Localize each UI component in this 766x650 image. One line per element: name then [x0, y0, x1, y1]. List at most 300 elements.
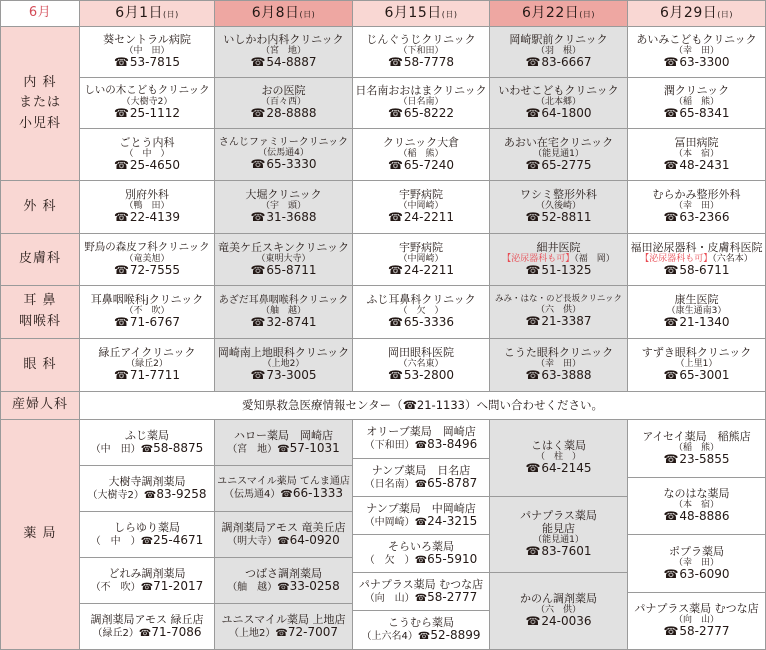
- clinic-location: （福 岡）: [574, 253, 615, 264]
- clinic-cell: [353, 27, 490, 78]
- phone-icon: ☎: [387, 55, 403, 70]
- phone-number: 73-3005: [266, 368, 317, 383]
- phone-number: 24-0036: [541, 614, 592, 629]
- phone-number: 65-8222: [403, 106, 455, 121]
- phone-icon: ☎: [113, 315, 129, 330]
- clinic-cell: [490, 78, 628, 129]
- phone-icon: ☎: [525, 368, 541, 383]
- phone-icon: ☎: [663, 509, 679, 524]
- pharmacy-location: （中 田）: [90, 443, 141, 455]
- clinic-phone: [250, 264, 316, 277]
- pharmacy-cell: [80, 512, 215, 558]
- pharmacy-detail: [365, 515, 478, 528]
- pharmacy-location: （不 吹）: [90, 581, 141, 593]
- pharmacy-cell: [215, 512, 353, 558]
- clinic-cell: [353, 129, 490, 181]
- pharmacy-name: ふじ薬局: [125, 428, 169, 442]
- phone-icon: ☎: [113, 106, 129, 121]
- clinic-location: （中 田）: [124, 46, 170, 57]
- clinic-location: （中岡崎）: [398, 253, 444, 264]
- clinic-location: （稲 熊）: [398, 148, 444, 159]
- pharmacy-name: パナプラス薬局: [520, 509, 597, 523]
- date-header: [215, 0, 353, 27]
- pharmacy-detail: [365, 438, 478, 451]
- pharmacy-name: アイセイ薬局 稲熊店: [642, 429, 751, 443]
- clinic-cell: [353, 234, 490, 286]
- clinic-cell: [80, 286, 215, 339]
- phone-icon: ☎: [280, 489, 293, 501]
- phone-number: 51-1325: [541, 262, 592, 277]
- phone-number: 83-6667: [541, 55, 592, 70]
- phone-number: 71-6767: [129, 315, 181, 330]
- clinic-name: みみ・はな・のど長坂クリニック: [495, 294, 622, 305]
- phone-icon: ☎: [663, 106, 679, 121]
- clinic-cell: [490, 129, 628, 181]
- phone-number: 25-1112: [129, 106, 181, 121]
- obstetrics-notice: [80, 392, 766, 420]
- pharmacy-location: （ 欠 ）: [364, 554, 415, 566]
- pharmacy-name: かのん調剤薬局: [520, 592, 597, 606]
- clinic-location: （伝馬通4）: [258, 148, 309, 159]
- phone-icon: ☎: [663, 55, 679, 70]
- phone-number: 65-8787: [427, 475, 478, 490]
- pharmacy-name: こうむら薬局: [388, 616, 454, 630]
- clinic-name: 福田泌尿器科・皮膚科医院: [630, 240, 763, 254]
- urology-note: 【泌尿器科も可】: [502, 253, 575, 264]
- clinic-name: 康生医院: [674, 293, 719, 307]
- pharmacy-location: （緑丘2）: [92, 627, 139, 639]
- clinic-location: （六 供）: [535, 305, 581, 315]
- pharmacy-location: （ 中 ）: [90, 535, 141, 547]
- phone-number: 53-2800: [403, 368, 455, 383]
- pharmacy-cell: [215, 558, 353, 604]
- clinic-name: 潤クリニック: [663, 84, 730, 98]
- pharmacy-location: （向 山）: [673, 615, 719, 626]
- pharmacy-location: （大樹寺2）: [87, 489, 144, 501]
- clinic-name: 葵セントラル病院: [103, 33, 191, 47]
- clinic-phone: [663, 316, 729, 329]
- clinic-cell: [80, 181, 215, 234]
- category-line: 咽喉科: [18, 314, 61, 329]
- clinic-phone: [250, 369, 316, 382]
- clinic-cell: [80, 234, 215, 286]
- clinic-name: 緑丘アイクリニック: [98, 346, 196, 360]
- clinic-cell: [215, 129, 353, 181]
- clinic-phone: [250, 158, 316, 171]
- phone-icon: ☎: [525, 157, 541, 172]
- pharmacy-name: 調剤薬局アモス 竜美丘店: [221, 520, 346, 534]
- phone-icon: ☎: [387, 262, 403, 277]
- clinic-phone: [114, 211, 180, 224]
- pharmacy-name: ナンプ薬局 中岡崎店: [366, 501, 476, 515]
- pharmacy-location: （本 宿）: [673, 500, 719, 511]
- phone-icon: ☎: [525, 461, 541, 476]
- day-of-week: (日): [441, 9, 458, 19]
- clinic-location: （鴨 田）: [124, 201, 170, 212]
- clinic-name: ふじ耳鼻科クリニック: [366, 293, 476, 307]
- clinic-name: 岡崎駅前クリニック: [509, 33, 608, 47]
- pharmacy-detail: [227, 580, 340, 593]
- clinic-location: （東明大寺）: [256, 253, 311, 264]
- pharmacy-detail: [88, 488, 207, 501]
- pharmacy-name: どれみ調剤薬局: [108, 566, 186, 580]
- pharmacy-name: なのはな薬局: [663, 487, 730, 501]
- phone-number: 25-4671: [153, 532, 204, 547]
- date-label: [115, 6, 179, 22]
- clinic-cell: [353, 78, 490, 129]
- phone-number: 48-8886: [679, 509, 730, 524]
- phone-number: 21-1340: [679, 315, 730, 330]
- pharmacy-name: しらゆり薬局: [114, 520, 180, 534]
- phone-icon: ☎: [250, 55, 266, 70]
- phone-icon: ☎: [140, 535, 154, 547]
- pharmacy-name: パナプラス薬局 むつな店: [634, 602, 759, 616]
- category-obstetrics: 産婦人科: [0, 392, 80, 420]
- clinic-name: 野鳥の森皮フ科クリニック: [84, 240, 210, 253]
- clinic-location: （本 宿）: [673, 148, 719, 159]
- category-line: 小児科: [18, 115, 61, 131]
- date-text: 6月1日: [115, 4, 164, 21]
- category-dermatology: 皮膚科: [0, 234, 80, 286]
- pharmacy-phone: [525, 462, 591, 475]
- clinic-phone: [525, 56, 591, 69]
- phone-number: 57-1031: [289, 440, 340, 455]
- clinic-location: （幸 田）: [673, 201, 719, 212]
- clinic-name: クリニック大倉: [382, 135, 460, 149]
- phone-number: 53-7815: [129, 55, 181, 70]
- clinic-phone: [250, 56, 316, 69]
- clinic-location: （宇 頭）: [260, 201, 306, 212]
- phone-number: 83-7601: [541, 544, 592, 559]
- phone-icon: ☎: [387, 368, 403, 383]
- phone-icon: ☎: [277, 443, 290, 455]
- pharmacy-detail: [91, 534, 204, 547]
- date-label: [660, 6, 733, 22]
- clinic-cell: [628, 339, 766, 392]
- phone-number: 58-6711: [679, 262, 730, 277]
- phone-number: 48-2431: [679, 157, 730, 172]
- pharmacy-detail: [365, 553, 478, 566]
- clinic-cell: [80, 339, 215, 392]
- phone-number: 65-3001: [679, 368, 730, 383]
- clinic-cell: [490, 181, 628, 234]
- pharmacy-detail: [224, 487, 343, 500]
- phone-icon: ☎: [402, 398, 417, 413]
- pharmacy-cell: [490, 420, 628, 497]
- pharmacy-name: オリーブ薬局 岡崎店: [366, 425, 476, 439]
- category-ophthalmology: 眼 科: [0, 339, 80, 392]
- phone-icon: ☎: [414, 516, 428, 528]
- phone-icon: ☎: [525, 614, 541, 629]
- pharmacy-cell: [80, 466, 215, 512]
- phone-number: 24-3215: [427, 513, 478, 528]
- clinic-phone: [388, 56, 454, 69]
- pharmacy-location: （向 山）: [364, 592, 415, 604]
- phone-icon: ☎: [250, 314, 266, 329]
- date-label: [252, 6, 316, 22]
- phone-icon: ☎: [113, 157, 129, 172]
- phone-icon: ☎: [663, 451, 679, 466]
- pharmacy-detail: [227, 534, 340, 547]
- phone-icon: ☎: [277, 581, 290, 593]
- pharmacy-cell: [490, 497, 628, 573]
- clinic-cell: [628, 27, 766, 78]
- clinic-cell: [215, 181, 353, 234]
- pharmacy-location: （下和田）: [364, 440, 415, 452]
- pharmacy-cell: [353, 573, 490, 611]
- clinic-phone: [525, 264, 591, 277]
- clinic-phone: [388, 107, 454, 120]
- pharmacy-name: こはく薬局: [531, 439, 586, 453]
- phone-icon: ☎: [113, 55, 129, 70]
- clinic-cell: [353, 286, 490, 339]
- pharmacy-detail: [365, 591, 478, 604]
- category-surgery: 外 科: [0, 181, 80, 234]
- phone-icon: ☎: [387, 315, 403, 330]
- date-header: [353, 0, 490, 27]
- clinic-location: （百々西）: [260, 97, 306, 108]
- phone-icon: ☎: [138, 627, 152, 639]
- clinic-phone: [663, 56, 729, 69]
- clinic-location: （幸 田）: [535, 359, 581, 370]
- phone-number: 28-8888: [266, 106, 317, 121]
- pharmacy-location: （稲 熊）: [673, 442, 719, 453]
- phone-icon: ☎: [140, 443, 154, 455]
- phone-number: 25-4650: [129, 157, 181, 172]
- day-of-week: (日): [163, 9, 179, 19]
- clinic-location: （康生通南3）: [666, 306, 727, 317]
- clinic-name: しいの木こどもクリニック: [84, 84, 210, 97]
- clinic-cell: [215, 78, 353, 129]
- phone-number: 72-7007: [287, 624, 338, 639]
- phone-icon: ☎: [414, 478, 428, 490]
- phone-icon: ☎: [277, 535, 290, 547]
- pharmacy-phone: [525, 545, 591, 558]
- clinic-cell: [628, 78, 766, 129]
- clinic-cell: [80, 129, 215, 181]
- phone-number: 64-2145: [541, 461, 592, 476]
- clinic-phone: [388, 369, 454, 382]
- phone-icon: ☎: [387, 210, 403, 225]
- pharmacy-detail: [93, 626, 202, 639]
- clinic-name: あおい在宅クリニック: [503, 135, 614, 149]
- pharmacy-name: つばさ調剤薬局: [245, 566, 322, 580]
- date-header: [80, 0, 215, 27]
- clinic-name: いしかわ内科クリニック: [223, 33, 344, 47]
- clinic-phone: [525, 211, 591, 224]
- phone-number: 65-2775: [541, 157, 592, 172]
- clinic-name: すずき眼科クリニック: [641, 346, 752, 360]
- clinic-name: じんぐうじクリニック: [366, 33, 476, 47]
- clinic-name: 竜美ケ丘スキンクリニック: [217, 240, 349, 254]
- phone-number: 54-8887: [266, 55, 317, 70]
- pharmacy-location: （幸 田）: [673, 557, 719, 568]
- phone-icon: ☎: [525, 210, 541, 225]
- clinic-name: ごとう内科: [119, 135, 175, 149]
- clinic-name: 別府外科: [125, 188, 169, 202]
- category-line: 内 科: [23, 74, 57, 90]
- phone-number: 71-7711: [129, 368, 181, 383]
- clinic-location: （幸 田）: [673, 46, 719, 57]
- clinic-location: （ 欠 ）: [398, 306, 444, 317]
- phone-number: 71-2017: [153, 578, 204, 593]
- pharmacy-cell: [628, 478, 766, 535]
- pharmacy-location: （宮 地）: [227, 443, 278, 455]
- clinic-cell: [490, 27, 628, 78]
- phone-number: 65-8711: [266, 262, 317, 277]
- clinic-phone: [250, 107, 316, 120]
- clinic-phone: [114, 316, 180, 329]
- pharmacy-phone: [663, 453, 729, 466]
- pharmacy-cell: [215, 466, 353, 512]
- clinic-phone: [525, 159, 591, 172]
- clinic-phone: [114, 107, 180, 120]
- notice-after: ）へ問い合わせください。: [464, 398, 603, 413]
- clinic-cell: [215, 27, 353, 78]
- pharmacy-detail: [91, 580, 204, 593]
- date-header: [628, 0, 766, 27]
- clinic-phone: [114, 264, 180, 277]
- phone-number: 72-7555: [129, 262, 181, 277]
- phone-icon: ☎: [525, 544, 541, 559]
- phone-icon: ☎: [387, 157, 403, 172]
- category-pharmacy: 薬 局: [0, 420, 80, 650]
- date-text: 6月15日: [384, 4, 442, 21]
- clinic-phone: [114, 159, 180, 172]
- pharmacy-location: （明大寺）: [227, 535, 278, 547]
- clinic-phone: [525, 369, 591, 382]
- clinic-location: （北本郷）: [535, 97, 581, 108]
- date-text: 6月8日: [251, 4, 300, 21]
- clinic-location: （宮 地）: [260, 46, 306, 57]
- clinic-name: 岡崎南上地眼科クリニック: [217, 346, 350, 360]
- phone-icon: ☎: [143, 489, 157, 501]
- clinic-location: （六名本）: [712, 253, 753, 264]
- clinic-location: （上地2）: [262, 359, 305, 370]
- clinic-location: （稲 熊）: [673, 97, 719, 108]
- clinic-cell: [490, 286, 628, 339]
- phone-number: 52-8899: [430, 628, 481, 643]
- phone-icon: ☎: [113, 368, 129, 383]
- clinic-location: （羽 根）: [535, 46, 581, 57]
- clinic-phone: [525, 315, 591, 328]
- pharmacy-detail: [227, 442, 340, 455]
- phone-icon: ☎: [113, 262, 129, 277]
- pharmacy-cell: [353, 459, 490, 497]
- phone-icon: ☎: [250, 368, 266, 383]
- phone-number: 63-3300: [679, 55, 730, 70]
- phone-icon: ☎: [140, 581, 154, 593]
- phone-number: 24-2211: [403, 262, 455, 277]
- phone-icon: ☎: [250, 157, 266, 172]
- clinic-phone: [388, 211, 454, 224]
- clinic-cell: [215, 234, 353, 286]
- phone-number: 65-8341: [679, 106, 730, 121]
- pharmacy-name: パナプラス薬局 むつな店: [358, 577, 484, 591]
- clinic-name: 耳鼻咽喉科jクリニック: [90, 293, 204, 307]
- pharmacy-location: （中岡崎）: [364, 516, 415, 528]
- pharmacy-branch: 能見店: [542, 521, 575, 535]
- pharmacy-location: （六 供）: [535, 605, 581, 616]
- phone-icon: ☎: [525, 262, 541, 277]
- pharmacy-cell: [80, 558, 215, 604]
- phone-number: 63-6090: [679, 566, 730, 581]
- phone-icon: ☎: [250, 210, 266, 225]
- clinic-cell: [80, 27, 215, 78]
- month-header: 6月: [0, 0, 80, 27]
- phone-number: 32-8741: [266, 314, 317, 329]
- clinic-cell: [628, 234, 766, 286]
- clinic-phone: [388, 316, 454, 329]
- clinic-phone: [663, 159, 729, 172]
- phone-number: 66-1333: [292, 486, 343, 501]
- pharmacy-name: ポプラ薬局: [669, 544, 724, 558]
- pharmacy-cell: [628, 420, 766, 478]
- notice-before: 愛知県救急医療情報センター（: [242, 398, 403, 413]
- pharmacy-cell: [628, 535, 766, 593]
- clinic-phone: [525, 107, 591, 120]
- pharmacy-detail: [91, 442, 204, 455]
- phone-icon: ☎: [250, 262, 266, 277]
- phone-number: 58-2777: [679, 624, 730, 639]
- clinic-cell: [490, 339, 628, 392]
- clinic-location: （六名東）: [398, 359, 444, 370]
- phone-number: 58-8875: [153, 440, 204, 455]
- phone-number: 24-2211: [403, 210, 455, 225]
- day-of-week: (日): [717, 9, 733, 19]
- clinic-cell: [215, 339, 353, 392]
- pharmacy-cell: [353, 535, 490, 573]
- phone-icon: ☎: [414, 554, 428, 566]
- phone-icon: ☎: [663, 315, 679, 330]
- clinic-phone: [250, 211, 316, 224]
- pharmacy-name: そらいろ薬局: [388, 539, 454, 553]
- pharmacy-cell: [80, 420, 215, 466]
- urology-note: 【泌尿器科も可】: [640, 253, 713, 264]
- clinic-phone: [663, 211, 729, 224]
- phone-icon: ☎: [663, 566, 679, 581]
- clinic-cell: [628, 129, 766, 181]
- clinic-cell: [215, 286, 353, 339]
- clinic-name: あざだ耳鼻咽喉科クリニック: [218, 294, 349, 306]
- clinic-name: あいみこどもクリニック: [636, 33, 757, 47]
- clinic-phone: [250, 316, 316, 329]
- pharmacy-detail: [229, 626, 338, 639]
- date-text: 6月22日: [522, 4, 580, 21]
- category-ent: [0, 286, 80, 339]
- phone-icon: ☎: [663, 210, 679, 225]
- pharmacy-cell: [215, 420, 353, 466]
- phone-number: 65-5910: [427, 551, 478, 566]
- date-label: [385, 6, 458, 22]
- phone-icon: ☎: [663, 157, 679, 172]
- pharmacy-cell: [353, 611, 490, 650]
- clinic-location: （大樹寺2）: [121, 97, 173, 108]
- clinic-phone: [388, 264, 454, 277]
- phone-number: 23-5855: [679, 451, 730, 466]
- pharmacy-location: （能見通1）: [533, 535, 584, 546]
- pharmacy-phone: [663, 625, 729, 638]
- notice-phone: 21-1133: [416, 398, 465, 413]
- pharmacy-name: ユニスマイル薬局 上地店: [221, 612, 346, 626]
- phone-number: 58-7778: [403, 55, 455, 70]
- clinic-location: （中岡崎）: [398, 201, 444, 212]
- clinic-phone: [663, 369, 729, 382]
- pharmacy-location: （伝馬通4）: [224, 489, 281, 501]
- pharmacy-cell: [628, 593, 766, 650]
- date-label: [522, 6, 595, 22]
- phone-number: 64-1800: [541, 106, 592, 121]
